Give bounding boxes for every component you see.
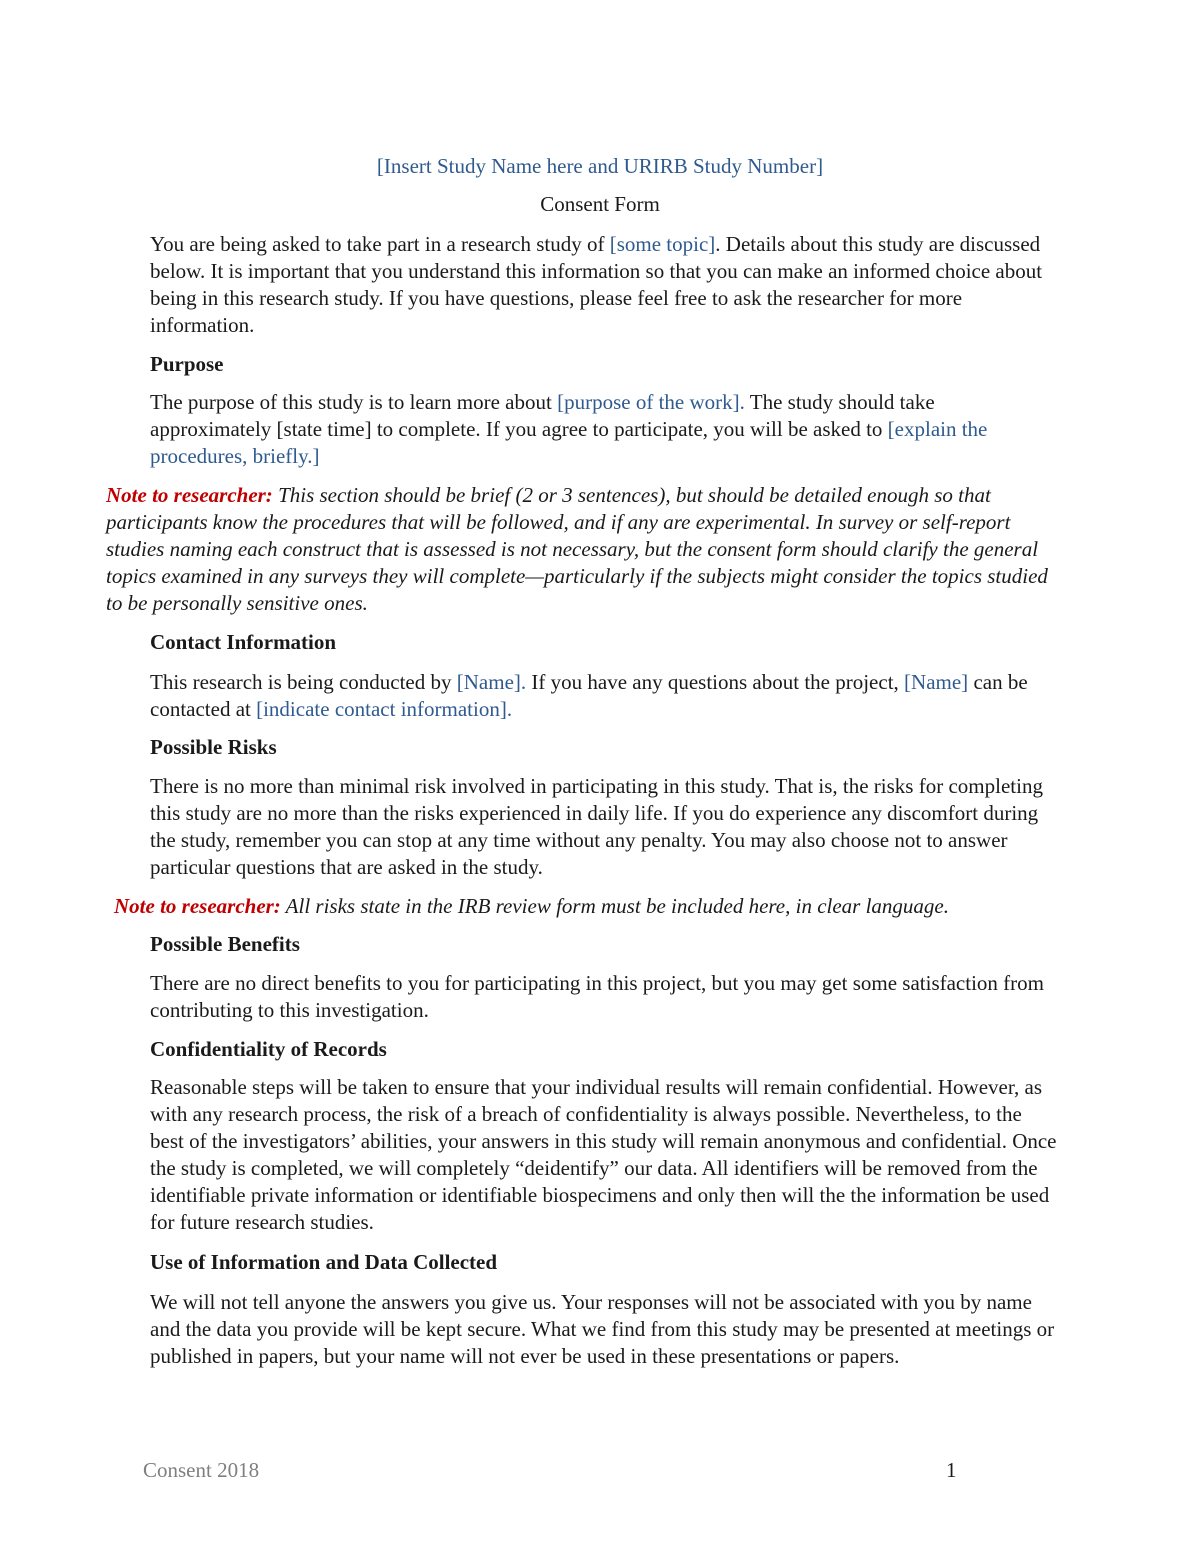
confidentiality-paragraph: Reasonable steps will be taken to ensure that your individual results will remain confidential. However, as with any research process, the risk of a breach of confidentiality is always possible. Nevertheless, to the best of the investigators’ abilities, your answers in this study will remain anonymous and confidential. Once the study is completed, we will completely “deidentify” our data. All identifiers will be removed from the identifiable private information or identifiable biospecimens and only then will the the information be used for future research studies.: [150, 1075, 1057, 1234]
risks-heading: Possible Risks: [150, 735, 277, 759]
note-text: All risks state in the IRB review form must be included here, in clear language.: [280, 894, 949, 918]
note-text: This section should be brief (2 or 3 sentences), but should be detailed enough so that participants know the procedures that will be followed, and if any are experimental. In survey or self-report studies naming each construct that is assessed is not necessary, but the consent form should clarify the general topics examined in any surveys they will complete—particularly if the subjects might consider the topics studied to be personally sensitive ones.: [106, 483, 1048, 615]
note-to-researcher-1: [106, 482, 1066, 617]
benefits-heading: Possible Benefits: [150, 932, 300, 956]
note-label: Note to researcher:: [106, 483, 273, 507]
purpose-text: The purpose of this study is to learn more about: [150, 390, 558, 414]
study-title: [Insert Study Name here and URIRB Study Number]: [376, 154, 824, 178]
contact-text: This research is being conducted by: [150, 670, 457, 694]
purpose-heading: Purpose: [150, 352, 224, 376]
confidentiality-heading: Confidentiality of Records: [150, 1037, 387, 1061]
contact-text-cont: If you have any questions about the project,: [526, 670, 905, 694]
use-of-information-heading: Use of Information and Data Collected: [150, 1250, 498, 1274]
intro-text-cont: . Details about this study are discussed below. It is important that you understand this information so that you can make an informed choice about being in this research study. If you have questions, please feel free to ask the researcher for more information.: [150, 232, 1043, 337]
intro-text: You are being asked to take part in a research study of: [150, 232, 610, 256]
placeholder-contact-info: [indicate contact information].: [256, 697, 513, 721]
purpose-text-cont: The study should take approximately [state time] to complete. If you agree to participate, you will be asked to: [150, 390, 935, 441]
form-subtitle: Consent Form: [540, 192, 660, 216]
placeholder-procedures: [explain the procedures, briefly.]: [150, 417, 988, 468]
note-label: Note to researcher:: [114, 894, 281, 918]
use-of-information-paragraph: We will not tell anyone the answers you give us. Your responses will not be associated with you by name and the data you provide will be kept secure. What we find from this study may be presented at meetings or published in papers, but your name will not ever be used in these presentations or papers.: [150, 1290, 1055, 1368]
contact-paragraph: [150, 669, 1060, 723]
footer-label: Consent 2018: [143, 1458, 260, 1482]
purpose-paragraph: [150, 389, 1060, 470]
page-number: 1: [946, 1458, 957, 1482]
placeholder-purpose: [purpose of the work].: [557, 390, 745, 414]
contact-heading: Contact Information: [150, 630, 337, 654]
placeholder-name: [Name].: [456, 670, 527, 694]
benefits-paragraph: There are no direct benefits to you for participating in this project, but you may get some satisfaction from contributing to this investigation.: [150, 971, 1044, 1022]
note-to-researcher-2: [114, 893, 1074, 920]
placeholder-name-2: [Name]: [904, 670, 969, 694]
risks-paragraph: There is no more than minimal risk involved in participating in this study. That is, the risks for completing this study are no more than the risks experienced in daily life. If you do experience any discomfort during the study, remember you can stop at any time without any penalty. You may also choose not to answer particular questions that are asked in the study.: [150, 774, 1043, 879]
placeholder-topic: [some topic]: [609, 232, 716, 256]
contact-text-cont-2: can be contacted at: [150, 670, 1028, 721]
intro-paragraph: [150, 231, 1060, 339]
